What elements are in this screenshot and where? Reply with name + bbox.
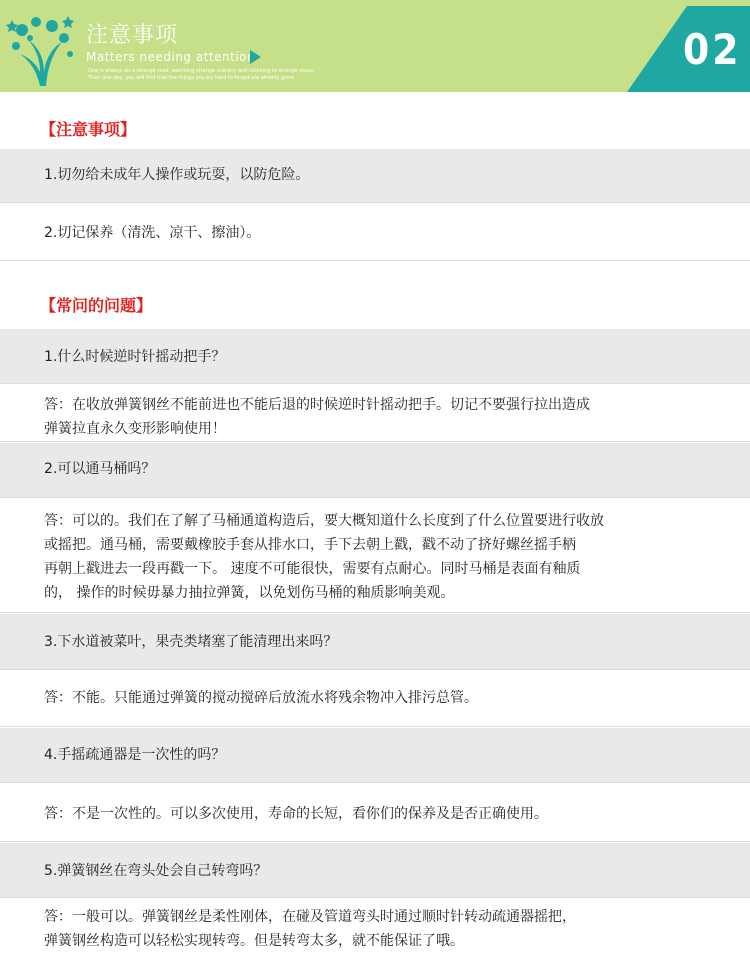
faq-question — [0, 329, 750, 384]
play-arrow-icon — [250, 50, 261, 64]
faq-question-text: 1.什么时候逆时针摇动把手？ — [44, 349, 226, 365]
faq-question-text: 5.弹簧钢丝在弯头处会自己转弯吗？ — [44, 863, 268, 879]
banner-title-en: Matters needing attention — [86, 50, 256, 64]
faq-heading: 【常问的问题】 — [40, 296, 153, 315]
notice-item — [0, 204, 750, 261]
faq-question-text: 4.手摇疏通器是一次性的吗？ — [44, 747, 226, 763]
faq-question-text: 2.可以通马桶吗？ — [44, 461, 156, 477]
floral-tree-icon — [6, 8, 82, 88]
notice-item-text: 2.切记保养（清洗、凉干、擦油）。 — [44, 225, 261, 241]
faq-answer — [0, 671, 750, 727]
faq-question — [0, 443, 750, 498]
banner-tagline: One is always on a strange road, watching strange scenery and listening to strange music. Then one day, you will find that the things you try hard to forget are already gone. — [88, 68, 316, 81]
faq-answer-text: 答：在收放弹簧钢丝不能前进也不能后退的时候逆时针摇动把手。切记不要强行拉出造成 弹簧拉直永久变形影响使用！ — [44, 397, 590, 437]
notice-item-text: 1.切勿给未成年人操作或玩耍，以防危险。 — [44, 167, 310, 183]
notice-heading: 【注意事项】 — [40, 120, 137, 139]
faq-question-text: 3.下水道被菜叶，果壳类堵塞了能清理出来吗？ — [44, 634, 338, 650]
faq-answer — [0, 499, 750, 613]
section-number: 02 — [683, 25, 742, 74]
faq-question — [0, 843, 750, 898]
faq-answer — [0, 385, 750, 442]
faq-question — [0, 614, 750, 670]
faq-answer-text: 答：不是一次性的。可以多次使用，寿命的长短，看你们的保养及是否正确使用。 — [44, 806, 548, 822]
faq-answer — [0, 784, 750, 842]
faq-answer — [0, 899, 750, 961]
notice-item — [0, 149, 750, 203]
faq-question — [0, 728, 750, 783]
faq-answer-text: 答：一般可以。弹簧钢丝是柔性刚体，在碰及管道弯头时通过顺时针转动疏通器摇把， 弹簧钢丝构造可以轻松实现转弯。但是转弯太多，就不能保证了哦。 — [44, 909, 576, 949]
faq-answer-text: 答：不能。只能通过弹簧的搅动搅碎后放流水将残余物冲入排污总管。 — [44, 690, 478, 706]
faq-answer-text: 答：可以的。我们在了解了马桶通道构造后，要大概知道什么长度到了什么位置要进行收放 或摇把。通马桶，需要戴橡胶手套从排水口，手下去朝上戳，戳不动了挤好螺丝摇手柄 再朝上戳进去一段再戳一下。 速度不可能很快，需要有点耐心。同时马桶是表面有釉质 的， 操作的时候毋暴力抽拉弹簧，以免划伤马桶的釉质影响美观。 — [44, 513, 604, 601]
banner-title-cn: 注意事项 — [86, 23, 179, 48]
header-banner — [0, 0, 750, 92]
